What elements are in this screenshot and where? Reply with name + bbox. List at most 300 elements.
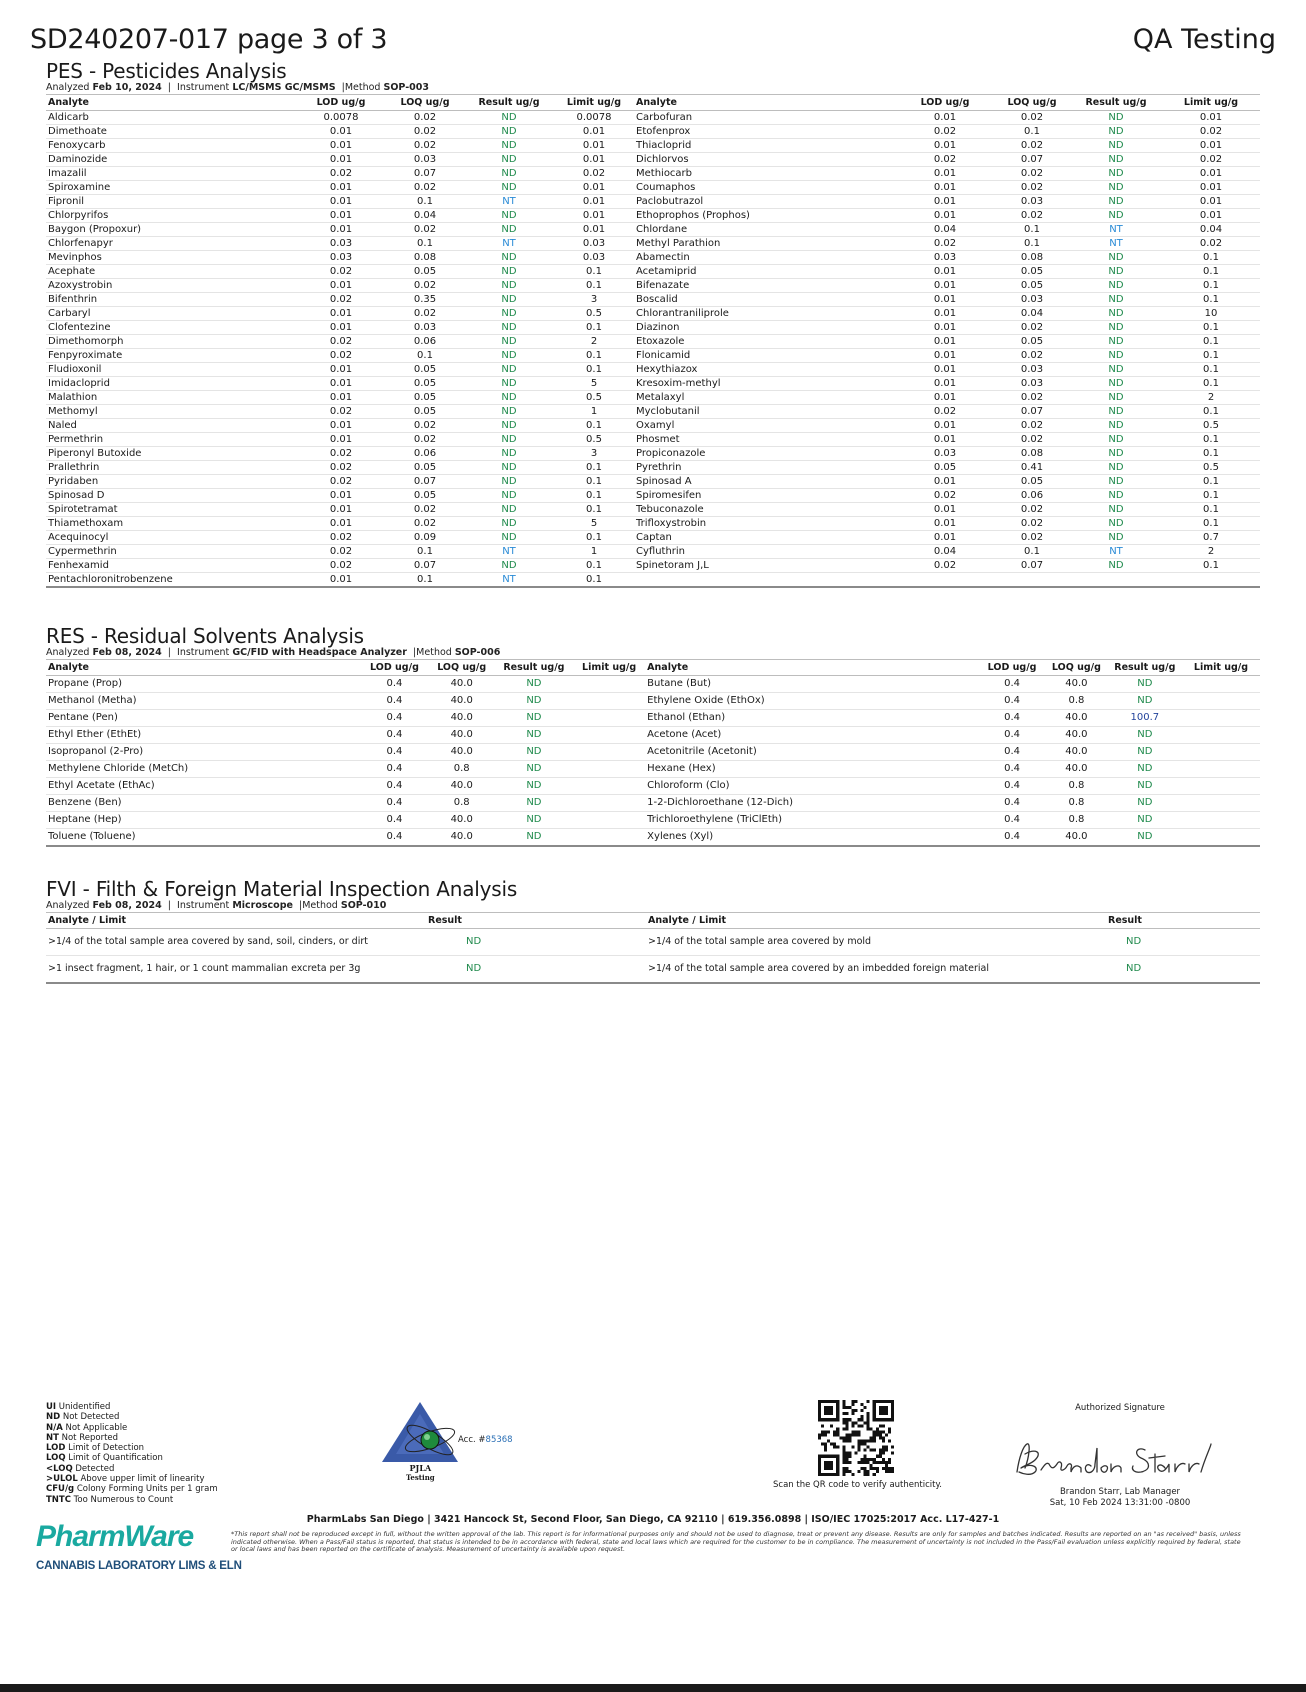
legend-item: <LOQ Detected: [46, 1463, 115, 1474]
signatory-name: Brandon Starr, Lab Manager: [1059, 1487, 1181, 1497]
cell-analyte: Abamectin: [634, 251, 896, 265]
cell-loq: 0.04: [994, 307, 1070, 321]
cell-loq: 40.0: [429, 744, 495, 761]
table-row: [46, 812, 1260, 829]
cell-limit: [1182, 676, 1260, 693]
cell-analyte: Acetonitrile (Acetonit): [645, 744, 979, 761]
cell-result: ND: [464, 125, 554, 139]
cell-analyte: Methiocarb: [634, 167, 896, 181]
cell-result: ND: [1070, 447, 1162, 461]
table-row: [46, 195, 1260, 209]
legend-item: ND Not Detected: [46, 1412, 120, 1423]
cell-analyte: Carbaryl: [46, 307, 296, 321]
cell-result: ND: [1070, 167, 1162, 181]
cell-lod: 0.02: [296, 475, 386, 489]
cell-loq: 0.05: [386, 377, 464, 391]
table-row: [46, 335, 1260, 349]
cell-result: ND: [464, 531, 554, 545]
table-row: [46, 929, 1260, 956]
table-row: [46, 503, 1260, 517]
cell-analyte: Chlorpyrifos: [46, 209, 296, 223]
cell-lod: 0.01: [896, 475, 994, 489]
cell-lod: 0.01: [296, 517, 386, 531]
cell-limit: 5: [554, 377, 634, 391]
cell-loq: 0.03: [994, 293, 1070, 307]
cell-lod: 0.4: [979, 676, 1045, 693]
cell-limit: [1182, 812, 1260, 829]
cell-result: ND: [1070, 265, 1162, 279]
cell-limit: [1182, 744, 1260, 761]
cell-limit: 0.1: [1162, 475, 1260, 489]
table-row: [46, 111, 1260, 125]
cell-limit: [1182, 829, 1260, 847]
cell-analyte: Fludioxonil: [46, 363, 296, 377]
cell-lod: 0.4: [360, 710, 428, 727]
cell-lod: 0.02: [296, 447, 386, 461]
cell-result: ND: [464, 489, 554, 503]
cell-limit: 0.5: [554, 391, 634, 405]
cell-lod: 0.4: [979, 778, 1045, 795]
cell-limit: [1182, 693, 1260, 710]
cell-limit: 0.1: [1162, 559, 1260, 573]
cell-result: NT: [464, 237, 554, 251]
fvi-result: ND: [1106, 929, 1260, 956]
table-row: [46, 517, 1260, 531]
cell-lod: 0.01: [896, 349, 994, 363]
cell-loq: 0.03: [994, 363, 1070, 377]
cell-analyte: Isopropanol (2-Pro): [46, 744, 360, 761]
cell-limit: 0.1: [1162, 517, 1260, 531]
cell-result: ND: [495, 778, 573, 795]
cell-loq: 40.0: [429, 693, 495, 710]
cell-loq: 0.03: [386, 153, 464, 167]
cell-lod: 0.03: [296, 237, 386, 251]
cell-result: ND: [464, 503, 554, 517]
cell-lod: 0.01: [296, 489, 386, 503]
legend-item: >ULOL Above upper limit of linearity: [46, 1474, 205, 1485]
cell-limit: [1182, 761, 1260, 778]
cell-lod: 0.01: [896, 279, 994, 293]
table-row: [46, 265, 1260, 279]
cell-result: NT: [1070, 545, 1162, 559]
cell-result: ND: [1070, 125, 1162, 139]
table-row: [46, 223, 1260, 237]
cell-analyte: Prallethrin: [46, 461, 296, 475]
cell-limit: 0.1: [554, 321, 634, 335]
cell-result: ND: [495, 812, 573, 829]
cell-lod: 0.01: [896, 363, 994, 377]
fvi-table: [46, 912, 1260, 984]
cell-lod: 0.03: [296, 251, 386, 265]
cell-analyte: Heptane (Hep): [46, 812, 360, 829]
cell-analyte: Coumaphos: [634, 181, 896, 195]
cell-limit: 0.5: [1162, 461, 1260, 475]
cell-result: ND: [464, 167, 554, 181]
pjla-caption: PJLA Testing: [406, 1463, 435, 1482]
cell-lod: 0.01: [896, 335, 994, 349]
col-lod: LOD ug/g: [296, 95, 386, 111]
qr-code-icon[interactable]: [818, 1400, 894, 1476]
cell-analyte: Propane (Prop): [46, 676, 360, 693]
cell-result: ND: [464, 419, 554, 433]
cell-lod: 0.01: [896, 503, 994, 517]
cell-limit: 0.1: [1162, 433, 1260, 447]
fvi-analyte: >1/4 of the total sample area covered by an imbedded foreign material: [646, 956, 1106, 983]
cell-analyte: Cyfluthrin: [634, 545, 896, 559]
cell-loq: 0.07: [994, 405, 1070, 419]
col-lod: LOD ug/g: [360, 660, 428, 676]
cell-result: ND: [464, 111, 554, 125]
cell-analyte: Pyrethrin: [634, 461, 896, 475]
res-section: [46, 625, 1260, 847]
cell-lod: 0.02: [296, 167, 386, 181]
cell-analyte: Butane (But): [645, 676, 979, 693]
cell-lod: 0.01: [296, 391, 386, 405]
cell-lod: 0.02: [896, 237, 994, 251]
cell-analyte: Thiacloprid: [634, 139, 896, 153]
cell-lod: 0.01: [296, 503, 386, 517]
cell-loq: 0.08: [386, 251, 464, 265]
cell-limit: 0.01: [1162, 139, 1260, 153]
cell-loq: 40.0: [429, 812, 495, 829]
cell-loq: 0.02: [994, 349, 1070, 363]
table-row: [46, 956, 1260, 983]
pes-table: [46, 94, 1260, 588]
cell-analyte: Trifloxystrobin: [634, 517, 896, 531]
cell-result: ND: [1070, 251, 1162, 265]
cell-result: ND: [1108, 761, 1182, 778]
cell-limit: [1182, 795, 1260, 812]
cell-loq: 0.07: [994, 153, 1070, 167]
cell-analyte: Imazalil: [46, 167, 296, 181]
cell-lod: 0.01: [896, 167, 994, 181]
cell-analyte: Methylene Chloride (MetCh): [46, 761, 360, 778]
col-analyte: Analyte: [634, 95, 896, 111]
cell-lod: 0.04: [896, 223, 994, 237]
table-row: [46, 279, 1260, 293]
cell-loq: 0.02: [994, 321, 1070, 335]
cell-lod: 0.01: [896, 531, 994, 545]
cell-result: NT: [1070, 223, 1162, 237]
table-row: [46, 676, 1260, 693]
cell-analyte: Daminozide: [46, 153, 296, 167]
col-analyte: Analyte: [46, 95, 296, 111]
cell-analyte: Trichloroethylene (TriClEth): [645, 812, 979, 829]
table-row: [46, 531, 1260, 545]
table-row: [46, 125, 1260, 139]
cell-limit: 0.02: [1162, 153, 1260, 167]
cell-loq: 0.1: [994, 545, 1070, 559]
fvi-analyte: >1/4 of the total sample area covered by mold: [646, 929, 1106, 956]
cell-analyte: Chlorantraniliprole: [634, 307, 896, 321]
col-result: Result ug/g: [464, 95, 554, 111]
cell-limit: 0.1: [1162, 489, 1260, 503]
cell-limit: 0.1: [554, 265, 634, 279]
col-analyte-limit: Analyte / Limit: [46, 913, 426, 929]
legend-item: CFU/g Colony Forming Units per 1 gram: [46, 1484, 218, 1495]
col-analyte-limit: Analyte / Limit: [646, 913, 1106, 929]
cell-loq: 0.02: [994, 503, 1070, 517]
cell-lod: 0.02: [896, 559, 994, 573]
legend-item: UI Unidentified: [46, 1402, 111, 1412]
cell-loq: 0.03: [994, 195, 1070, 209]
cell-result: ND: [1070, 377, 1162, 391]
cell-analyte: Malathion: [46, 391, 296, 405]
cell-limit: [573, 744, 645, 761]
cell-loq: 0.02: [386, 181, 464, 195]
cell-limit: 0.01: [554, 209, 634, 223]
cell-loq: 0.07: [386, 559, 464, 573]
cell-result: ND: [1070, 111, 1162, 125]
cell-lod: 0.01: [296, 377, 386, 391]
table-row: [46, 727, 1260, 744]
cell-loq: 0.02: [994, 433, 1070, 447]
cell-loq: 0.02: [994, 517, 1070, 531]
cell-loq: 0.35: [386, 293, 464, 307]
cell-result: ND: [495, 676, 573, 693]
cell-analyte: Phosmet: [634, 433, 896, 447]
cell-limit: [573, 829, 645, 847]
cell-limit: 0.1: [554, 349, 634, 363]
cell-limit: 0.02: [1162, 125, 1260, 139]
cell-lod: 0.01: [296, 223, 386, 237]
cell-lod: 0.01: [296, 153, 386, 167]
legend-item: LOQ Limit of Quantification: [46, 1453, 163, 1464]
cell-lod: 0.4: [979, 761, 1045, 778]
cell-lod: 0.01: [896, 307, 994, 321]
cell-loq: 0.02: [386, 503, 464, 517]
cell-limit: 0.1: [554, 559, 634, 573]
cell-limit: 0.1: [554, 489, 634, 503]
cell-loq: 0.07: [386, 167, 464, 181]
cell-limit: 1: [554, 545, 634, 559]
cell-lod: 0.01: [296, 139, 386, 153]
cell-result: ND: [464, 391, 554, 405]
col-result: Result ug/g: [1070, 95, 1162, 111]
table-row: [46, 489, 1260, 503]
cell-limit: [1182, 778, 1260, 795]
cell-loq: 0.05: [386, 391, 464, 405]
cell-result: ND: [1070, 349, 1162, 363]
cell-analyte: Pyridaben: [46, 475, 296, 489]
cell-analyte: Boscalid: [634, 293, 896, 307]
cell-analyte: Carbofuran: [634, 111, 896, 125]
cell-limit: 0.0078: [554, 111, 634, 125]
cell-analyte: Benzene (Ben): [46, 795, 360, 812]
cell-lod: 0.4: [979, 744, 1045, 761]
table-row: [46, 307, 1260, 321]
report-title: SD240207-017 page 3 of 3: [30, 24, 388, 55]
cell-result: ND: [464, 433, 554, 447]
cell-analyte: Flonicamid: [634, 349, 896, 363]
cell-lod: 0.02: [896, 489, 994, 503]
cell-analyte: 1-2-Dichloroethane (12-Dich): [645, 795, 979, 812]
cell-result: ND: [1108, 744, 1182, 761]
cell-analyte: [634, 573, 896, 588]
cell-limit: 1: [554, 405, 634, 419]
cell-lod: 0.01: [296, 573, 386, 588]
cell-result: ND: [495, 693, 573, 710]
cell-analyte: Aldicarb: [46, 111, 296, 125]
cell-analyte: Fenoxycarb: [46, 139, 296, 153]
cell-result: ND: [495, 829, 573, 847]
table-row: [46, 475, 1260, 489]
cell-result: [1070, 573, 1162, 588]
cell-result: ND: [1070, 489, 1162, 503]
col-lod: LOD ug/g: [896, 95, 994, 111]
cell-limit: 0.1: [1162, 363, 1260, 377]
cell-analyte: Naled: [46, 419, 296, 433]
cell-loq: 0.8: [429, 761, 495, 778]
cell-limit: 0.01: [1162, 167, 1260, 181]
table-row: [46, 829, 1260, 847]
cell-loq: [994, 573, 1070, 588]
cell-result: ND: [464, 321, 554, 335]
cell-loq: 0.8: [429, 795, 495, 812]
col-analyte: Analyte: [645, 660, 979, 676]
cell-analyte: Etoxazole: [634, 335, 896, 349]
cell-analyte: Pentachloronitrobenzene: [46, 573, 296, 588]
table-row: [46, 251, 1260, 265]
cell-limit: 0.1: [1162, 405, 1260, 419]
cell-loq: 0.02: [386, 307, 464, 321]
cell-result: ND: [1070, 405, 1162, 419]
cell-result: ND: [464, 363, 554, 377]
cell-analyte: Cypermethrin: [46, 545, 296, 559]
cell-result: ND: [1070, 153, 1162, 167]
cell-lod: 0.4: [979, 727, 1045, 744]
cell-limit: 0.01: [554, 125, 634, 139]
cell-result: ND: [495, 761, 573, 778]
cell-loq: 0.05: [386, 489, 464, 503]
cell-limit: 0.1: [1162, 265, 1260, 279]
cell-loq: 0.02: [994, 531, 1070, 545]
cell-lod: 0.01: [296, 209, 386, 223]
cell-result: ND: [1070, 335, 1162, 349]
col-result: Result: [1106, 913, 1260, 929]
table-row: [46, 209, 1260, 223]
cell-loq: 0.08: [994, 251, 1070, 265]
cell-lod: 0.01: [296, 321, 386, 335]
cell-limit: 0.01: [1162, 181, 1260, 195]
cell-analyte: Methyl Parathion: [634, 237, 896, 251]
cell-result: ND: [464, 265, 554, 279]
handwritten-signature: [1005, 1428, 1245, 1488]
cell-result: ND: [495, 744, 573, 761]
cell-limit: 0.1: [1162, 279, 1260, 293]
cell-result: ND: [1070, 503, 1162, 517]
cell-limit: 0.5: [1162, 419, 1260, 433]
col-analyte: Analyte: [46, 660, 360, 676]
cell-loq: 40.0: [1045, 710, 1107, 727]
cell-limit: [573, 795, 645, 812]
cell-lod: 0.4: [360, 744, 428, 761]
col-limit: Limit ug/g: [1182, 660, 1260, 676]
table-row: [46, 461, 1260, 475]
cell-loq: 0.02: [994, 167, 1070, 181]
cell-loq: 0.03: [386, 321, 464, 335]
cell-loq: 40.0: [429, 727, 495, 744]
cell-loq: 0.02: [994, 181, 1070, 195]
cell-analyte: Bifenthrin: [46, 293, 296, 307]
cell-analyte: Permethrin: [46, 433, 296, 447]
table-row: [46, 447, 1260, 461]
cell-analyte: Chlordane: [634, 223, 896, 237]
cell-loq: 0.41: [994, 461, 1070, 475]
cell-result: ND: [1108, 693, 1182, 710]
table-row: [46, 181, 1260, 195]
cell-lod: 0.03: [896, 447, 994, 461]
table-row: [46, 573, 1260, 588]
cell-result: NT: [464, 195, 554, 209]
cell-result: ND: [1108, 778, 1182, 795]
cell-loq: 40.0: [1045, 761, 1107, 778]
cell-result: ND: [464, 293, 554, 307]
cell-result: ND: [1070, 139, 1162, 153]
cell-limit: 0.01: [554, 181, 634, 195]
cell-loq: 0.8: [1045, 693, 1107, 710]
cell-lod: 0.01: [296, 181, 386, 195]
table-row: [46, 391, 1260, 405]
cell-loq: 0.8: [1045, 795, 1107, 812]
table-row: [46, 321, 1260, 335]
cell-loq: 0.02: [994, 111, 1070, 125]
cell-result: ND: [495, 727, 573, 744]
cell-lod: 0.01: [896, 195, 994, 209]
cell-lod: 0.02: [296, 531, 386, 545]
cell-lod: 0.02: [896, 125, 994, 139]
cell-limit: [573, 778, 645, 795]
cell-loq: 0.04: [386, 209, 464, 223]
cell-lod: 0.02: [296, 545, 386, 559]
fvi-analyte: >1 insect fragment, 1 hair, or 1 count mammalian excreta per 3g: [46, 956, 426, 983]
accreditation-number: Acc. #85368: [458, 1435, 513, 1445]
cell-result: ND: [1070, 307, 1162, 321]
cell-analyte: Tebuconazole: [634, 503, 896, 517]
cell-result: ND: [1070, 517, 1162, 531]
cell-loq: 0.09: [386, 531, 464, 545]
cell-analyte: Chlorfenapyr: [46, 237, 296, 251]
fvi-result: ND: [426, 956, 646, 983]
cell-limit: 3: [554, 293, 634, 307]
cell-limit: 0.7: [1162, 531, 1260, 545]
cell-limit: 0.1: [554, 363, 634, 377]
cell-result: ND: [1070, 391, 1162, 405]
res-meta: Analyzed Feb 08, 2024 | Instrument GC/FID with Headspace Analyzer |Method SOP-006: [46, 647, 501, 658]
table-row: [46, 363, 1260, 377]
cell-lod: 0.01: [296, 433, 386, 447]
cell-lod: 0.01: [896, 517, 994, 531]
cell-result: ND: [1108, 829, 1182, 847]
cell-analyte: Fenhexamid: [46, 559, 296, 573]
cell-analyte: Chloroform (Clo): [645, 778, 979, 795]
cell-loq: 0.05: [386, 461, 464, 475]
cell-loq: 0.02: [386, 139, 464, 153]
cell-limit: [573, 727, 645, 744]
cell-limit: 0.01: [554, 153, 634, 167]
cell-limit: 2: [1162, 391, 1260, 405]
cell-lod: 0.01: [896, 419, 994, 433]
cell-result: ND: [464, 251, 554, 265]
cell-loq: 40.0: [1045, 727, 1107, 744]
pjla-triangle-icon: [376, 1400, 536, 1490]
cell-limit: 0.1: [554, 475, 634, 489]
cell-loq: 0.05: [994, 475, 1070, 489]
cell-limit: 10: [1162, 307, 1260, 321]
cell-loq: 0.1: [994, 237, 1070, 251]
cell-limit: 0.1: [554, 573, 634, 588]
cell-analyte: Acetamiprid: [634, 265, 896, 279]
